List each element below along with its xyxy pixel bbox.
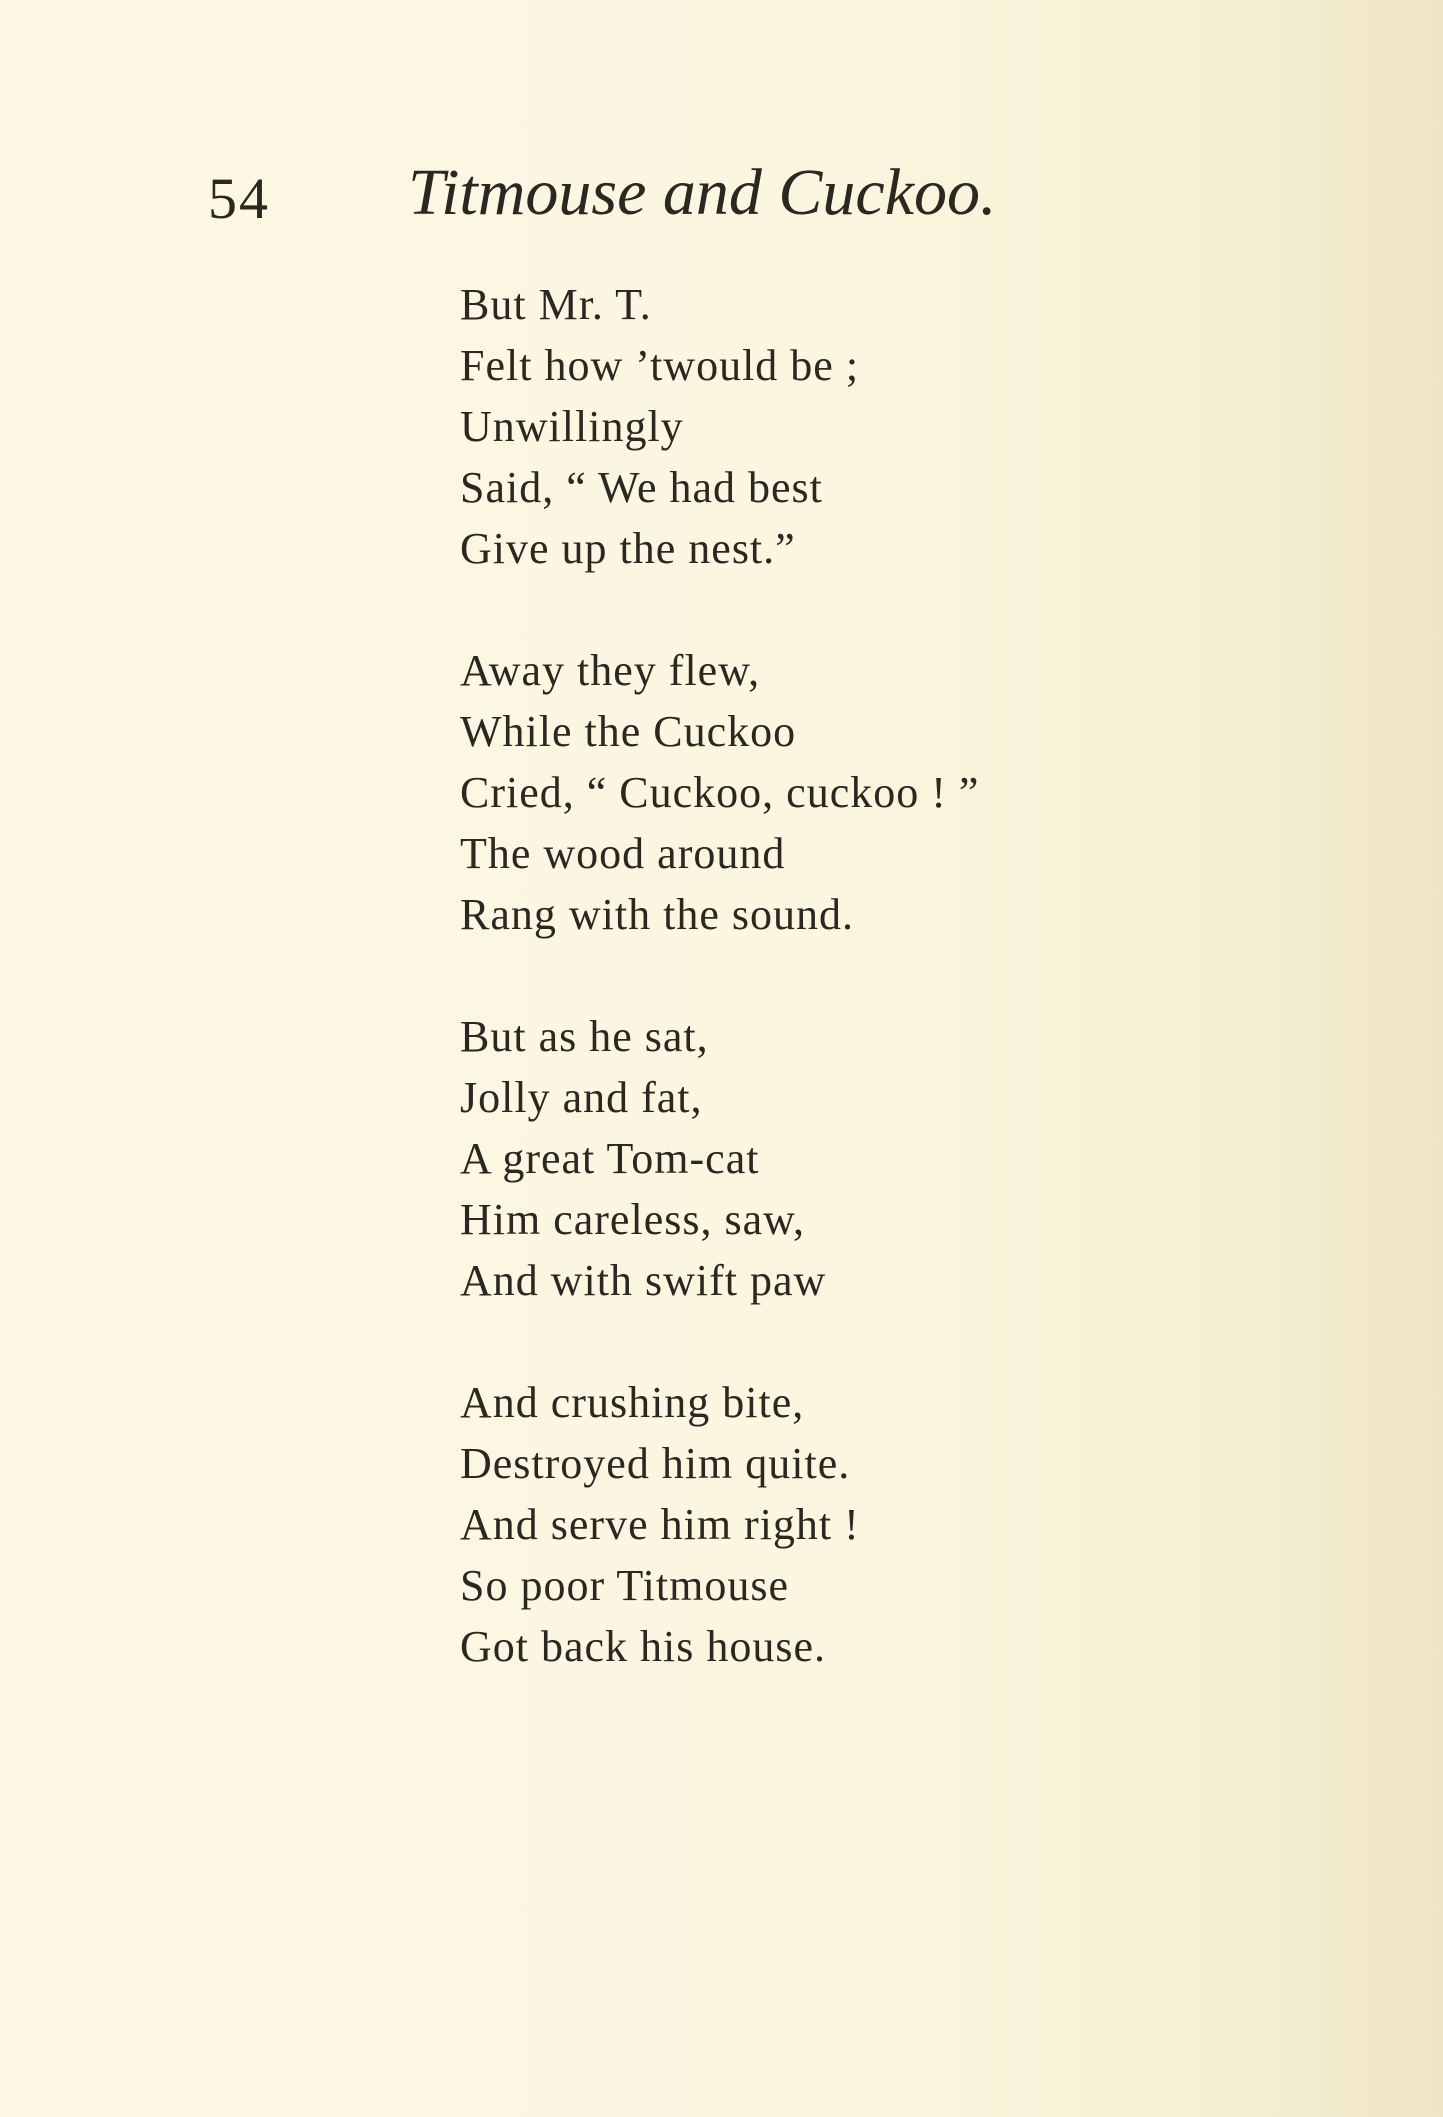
poem-line: Destroyed him quite.	[460, 1439, 851, 1488]
poem-line: And with swift paw	[460, 1256, 827, 1305]
poem-line: Unwillingly	[460, 402, 684, 451]
poem-line: Felt how ’twould be ;	[460, 341, 860, 390]
poem-line: Him careless, saw,	[460, 1195, 806, 1244]
poem-line: Said, “ We had best	[460, 463, 823, 512]
stanza-3	[460, 1006, 1260, 1311]
poem-line: Rang with the sound.	[460, 890, 854, 939]
stanza-4	[460, 1372, 1260, 1677]
poem-line: A great Tom-cat	[460, 1134, 760, 1183]
page-number: 54	[208, 166, 270, 231]
poem-line: And serve him right !	[460, 1500, 860, 1549]
poem-line: Got back his house.	[460, 1622, 827, 1671]
poem-line: So poor Titmouse	[460, 1561, 789, 1610]
stanza-1	[460, 274, 1260, 579]
poem	[460, 274, 1260, 1738]
poem-line: Away they flew,	[460, 646, 761, 695]
poem-line: And crushing bite,	[460, 1378, 805, 1427]
poem-line: Cried, “ Cuckoo, cuckoo ! ”	[460, 768, 980, 817]
poem-line: While the Cuckoo	[460, 707, 797, 756]
running-title: Titmouse and Cuckoo.	[408, 156, 997, 229]
poem-line: The wood around	[460, 829, 786, 878]
stanza-2	[460, 640, 1260, 945]
poem-line: Jolly and fat,	[460, 1073, 703, 1122]
poem-line: Give up the nest.”	[460, 524, 796, 573]
poem-line: But Mr. T.	[460, 280, 652, 329]
poem-line: But as he sat,	[460, 1012, 709, 1061]
